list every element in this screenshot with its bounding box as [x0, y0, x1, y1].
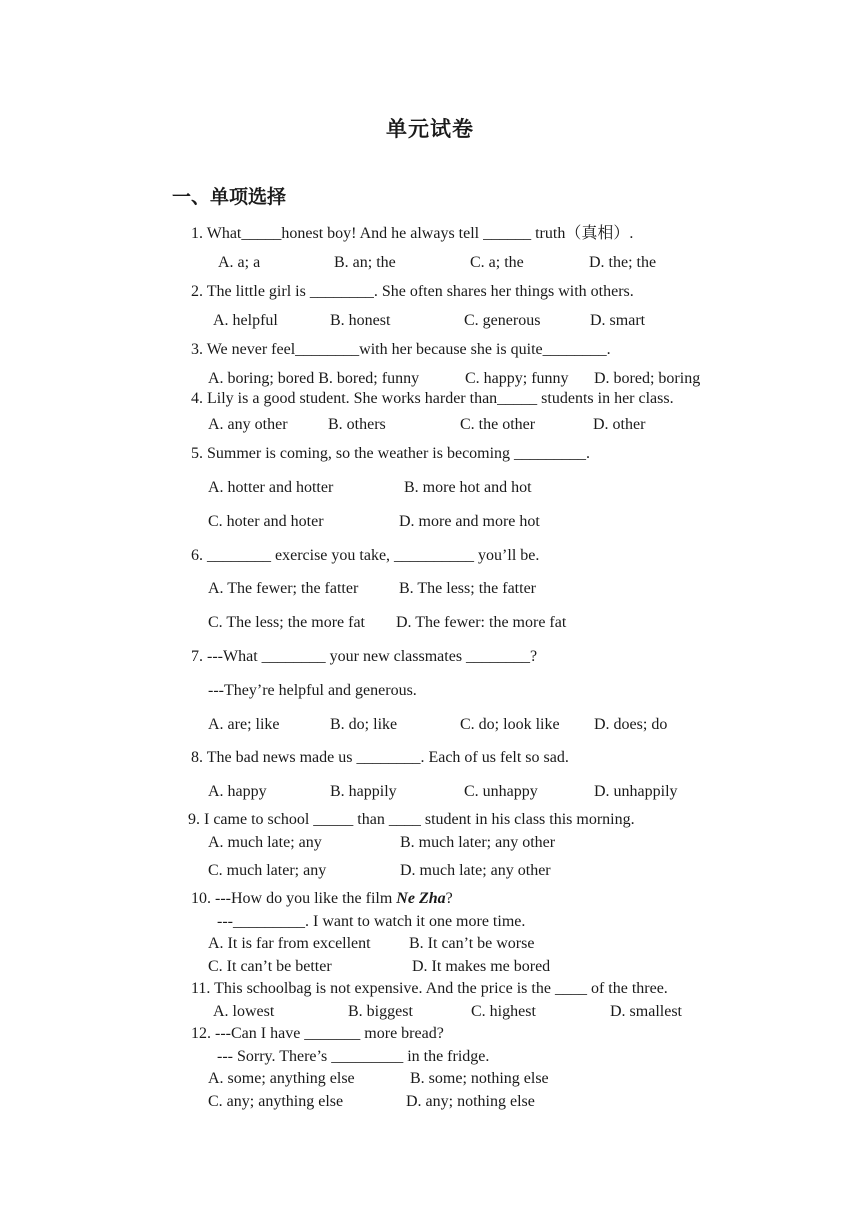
answer-option: B. some; nothing else [410, 1070, 549, 1087]
answer-option: C. any; anything else [208, 1093, 344, 1110]
answer-option: D. does; do [594, 716, 668, 733]
question-line [191, 444, 590, 464]
question-text: 7. ---What ________ your new classmates ________? [191, 648, 538, 665]
answer-option: C. a; the [470, 254, 524, 271]
answer-option: A. any other [208, 416, 288, 433]
question-line [217, 912, 525, 932]
question-line [191, 979, 668, 999]
answer-option: A. happy [208, 783, 267, 800]
answer-option: C. It can’t be better [208, 958, 332, 975]
question-text: 10. ---How do you like the film [191, 890, 397, 907]
question-text: honest boy! And he always tell ______ truth（真相）. [281, 225, 634, 242]
answer-option: D. any; nothing else [406, 1093, 535, 1110]
answer-option: D. other [593, 416, 646, 433]
question-text: --- Sorry. There’s _________ in the fridge. [217, 1048, 490, 1065]
answer-option: D. more and more hot [399, 513, 540, 530]
question-line [191, 546, 539, 566]
question-text: _____ [241, 225, 282, 242]
question-text: 9. I came to school _____ than ____ student in his class this morning. [188, 811, 635, 828]
answer-option: D. smart [590, 312, 646, 329]
answer-option: C. happy; funny [465, 370, 569, 387]
answer-option: A. The fewer; the fatter [208, 580, 359, 597]
question-text: Ne Zha [396, 890, 446, 907]
answer-option: C. The less; the more fat [208, 614, 365, 631]
answer-option: B. honest [330, 312, 391, 329]
answer-option: C. much later; any [208, 862, 327, 879]
question-line [191, 1024, 444, 1044]
section-heading: 一、单项选择 [172, 186, 287, 208]
answer-option: A. boring; bored B. bored; funny [208, 370, 420, 387]
answer-option: B. It can’t be worse [409, 935, 535, 952]
answer-option: A. It is far from excellent [208, 935, 371, 952]
question-text: ________ [542, 341, 607, 358]
question-text: with her because she is quite [359, 341, 543, 358]
question-line [208, 681, 417, 701]
answer-option: B. happily [330, 783, 397, 800]
question-text: 1. What [191, 225, 242, 242]
question-text: 8. The bad news made us ________. Each of us felt so sad. [191, 749, 569, 766]
question-line [191, 889, 453, 909]
question-line [217, 1047, 489, 1067]
answer-option: B. The less; the fatter [399, 580, 536, 597]
answer-option: A. are; like [208, 716, 280, 733]
answer-option: C. unhappy [464, 783, 538, 800]
answer-option: A. hotter and hotter [208, 479, 334, 496]
answer-option: D. smallest [610, 1003, 682, 1020]
question-line [191, 282, 634, 302]
answer-option: A. lowest [213, 1003, 275, 1020]
question-text: . She often shares her things with others. [373, 283, 634, 300]
answer-option: C. the other [460, 416, 536, 433]
question-line [188, 810, 635, 830]
question-text: ? [445, 890, 453, 907]
question-text: 6. ________ exercise you take, __________ you’ll be. [191, 547, 540, 564]
answer-option: C. generous [464, 312, 541, 329]
answer-option: B. much later; any other [400, 834, 556, 851]
answer-option: B. more hot and hot [404, 479, 532, 496]
answer-option: A. some; anything else [208, 1070, 355, 1087]
answer-option: C. do; look like [460, 716, 560, 733]
question-text: . [606, 341, 611, 358]
question-line [191, 340, 611, 360]
question-text: 4. Lily is a good student. She works harder than [191, 390, 498, 407]
answer-option: C. hoter and hoter [208, 513, 324, 530]
answer-option: B. do; like [330, 716, 398, 733]
question-text: ---They’re helpful and generous. [208, 682, 417, 699]
answer-option: C. highest [471, 1003, 536, 1020]
question-line [191, 647, 537, 667]
question-text: 5. Summer is coming, so the weather is becoming _________. [191, 445, 591, 462]
answer-option: D. the; the [589, 254, 657, 271]
question-text: students in her class. [537, 390, 674, 407]
question-line [191, 389, 674, 409]
answer-option: D. It makes me bored [412, 958, 551, 975]
question-text: _____ [497, 390, 538, 407]
answer-option: D. bored; boring [594, 370, 701, 387]
answer-option: A. helpful [213, 312, 278, 329]
question-text: 11. This schoolbag is not expensive. And the price is the ____ of the three. [191, 980, 668, 997]
question-text: 12. ---Can I have _______ more bread? [191, 1025, 444, 1042]
answer-option: D. The fewer: the more fat [396, 614, 567, 631]
answer-option: D. much late; any other [400, 862, 551, 879]
question-text: 2. The little girl is [191, 283, 310, 300]
question-text: 3. We never feel [191, 341, 296, 358]
answer-option: B. an; the [334, 254, 396, 271]
question-text: ________ [295, 341, 360, 358]
question-text: ---_________. I want to watch it one more time. [217, 913, 526, 930]
question-line [191, 224, 633, 244]
answer-option: A. a; a [218, 254, 261, 271]
answer-option: A. much late; any [208, 834, 322, 851]
question-text: ________ [309, 283, 374, 300]
question-line [191, 748, 569, 768]
answer-option: D. unhappily [594, 783, 678, 800]
answer-option: B. others [328, 416, 386, 433]
page-title: 单元试卷 [386, 117, 474, 141]
answer-option: B. biggest [348, 1003, 413, 1020]
